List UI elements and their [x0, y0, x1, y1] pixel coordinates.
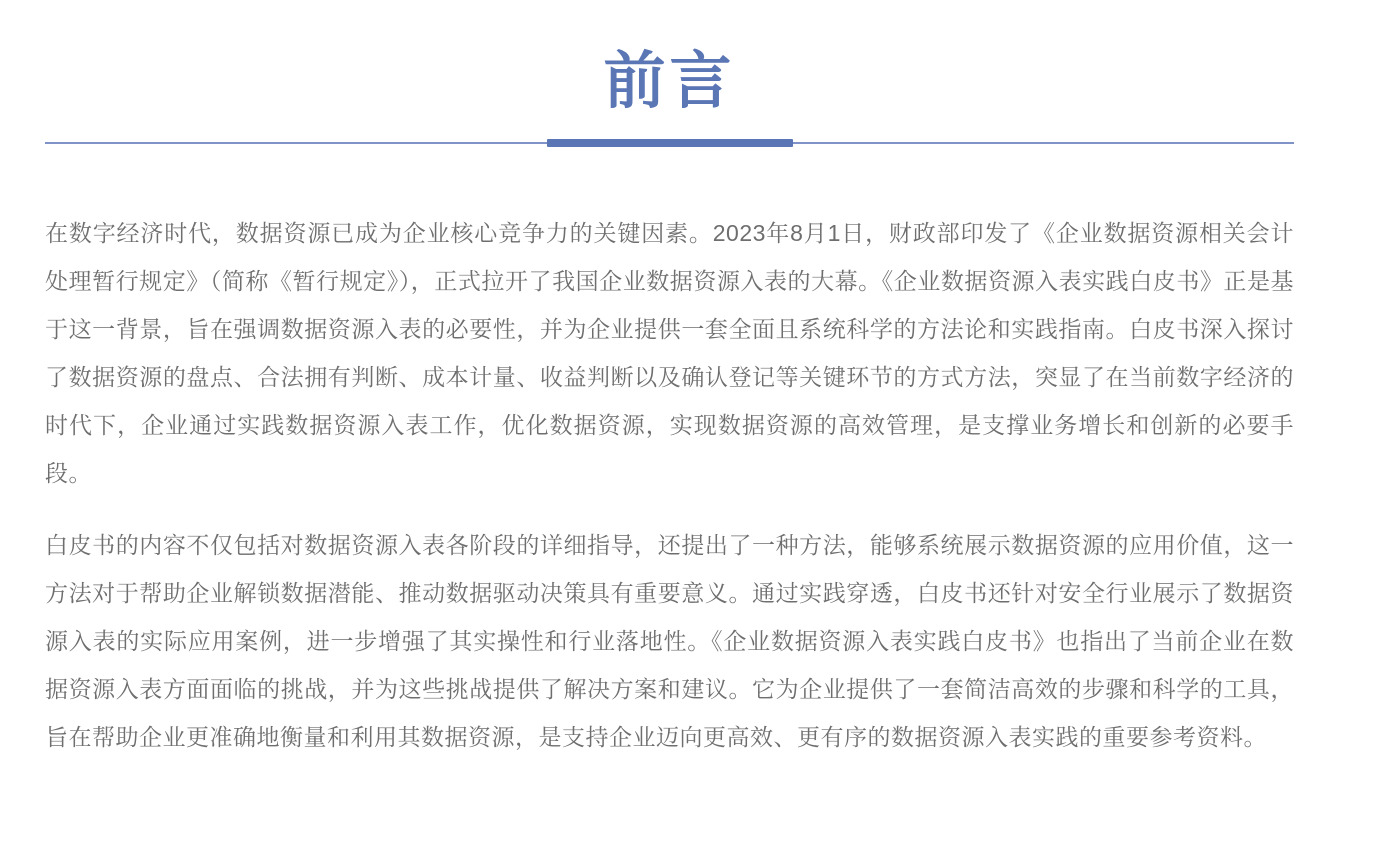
- divider-accent-bar: [547, 139, 793, 147]
- preface-body: [45, 209, 1294, 761]
- content-column: [45, 0, 1294, 761]
- title-divider: [45, 139, 1294, 147]
- paragraph-2: 白皮书的内容不仅包括对数据资源入表各阶段的详细指导，还提出了一种方法，能够系统展示数据资源的应用价值，这一方法对于帮助企业解锁数据潜能、推动数据驱动决策具有重要意义。通过实践穿透，白皮书还针对安全行业展示了数据资源入表的实际应用案例，进一步增强了其实操性和行业落地性。《企业数据资源入表实践白皮书》也指出了当前企业在数据资源入表方面面临的挑战，并为这些挑战提供了解决方案和建议。它为企业提供了一套简洁高效的步骤和科学的工具，旨在帮助企业更准确地衡量和利用其数据资源，是支持企业迈向更高效、更有序的数据资源入表实践的重要参考资料。: [45, 532, 1294, 750]
- paragraph-1: 在数字经济时代，数据资源已成为企业核心竞争力的关键因素。2023年8月1日，财政部印发了《企业数据资源相关会计处理暂行规定》（简称《暂行规定》），正式拉开了我国企业数据资源入表的大幕。《企业数据资源入表实践白皮书》正是基于这一背景，旨在强调数据资源入表的必要性，并为企业提供一套全面且系统科学的方法论和实践指南。白皮书深入探讨了数据资源的盘点、合法拥有判断、成本计量、收益判断以及确认登记等关键环节的方式方法，突显了在当前数字经济的时代下，企业通过实践数据资源入表工作，优化数据资源，实现数据资源的高效管理，是支撑业务增长和创新的必要手段。: [45, 220, 1294, 486]
- page-title: 前言: [603, 47, 736, 116]
